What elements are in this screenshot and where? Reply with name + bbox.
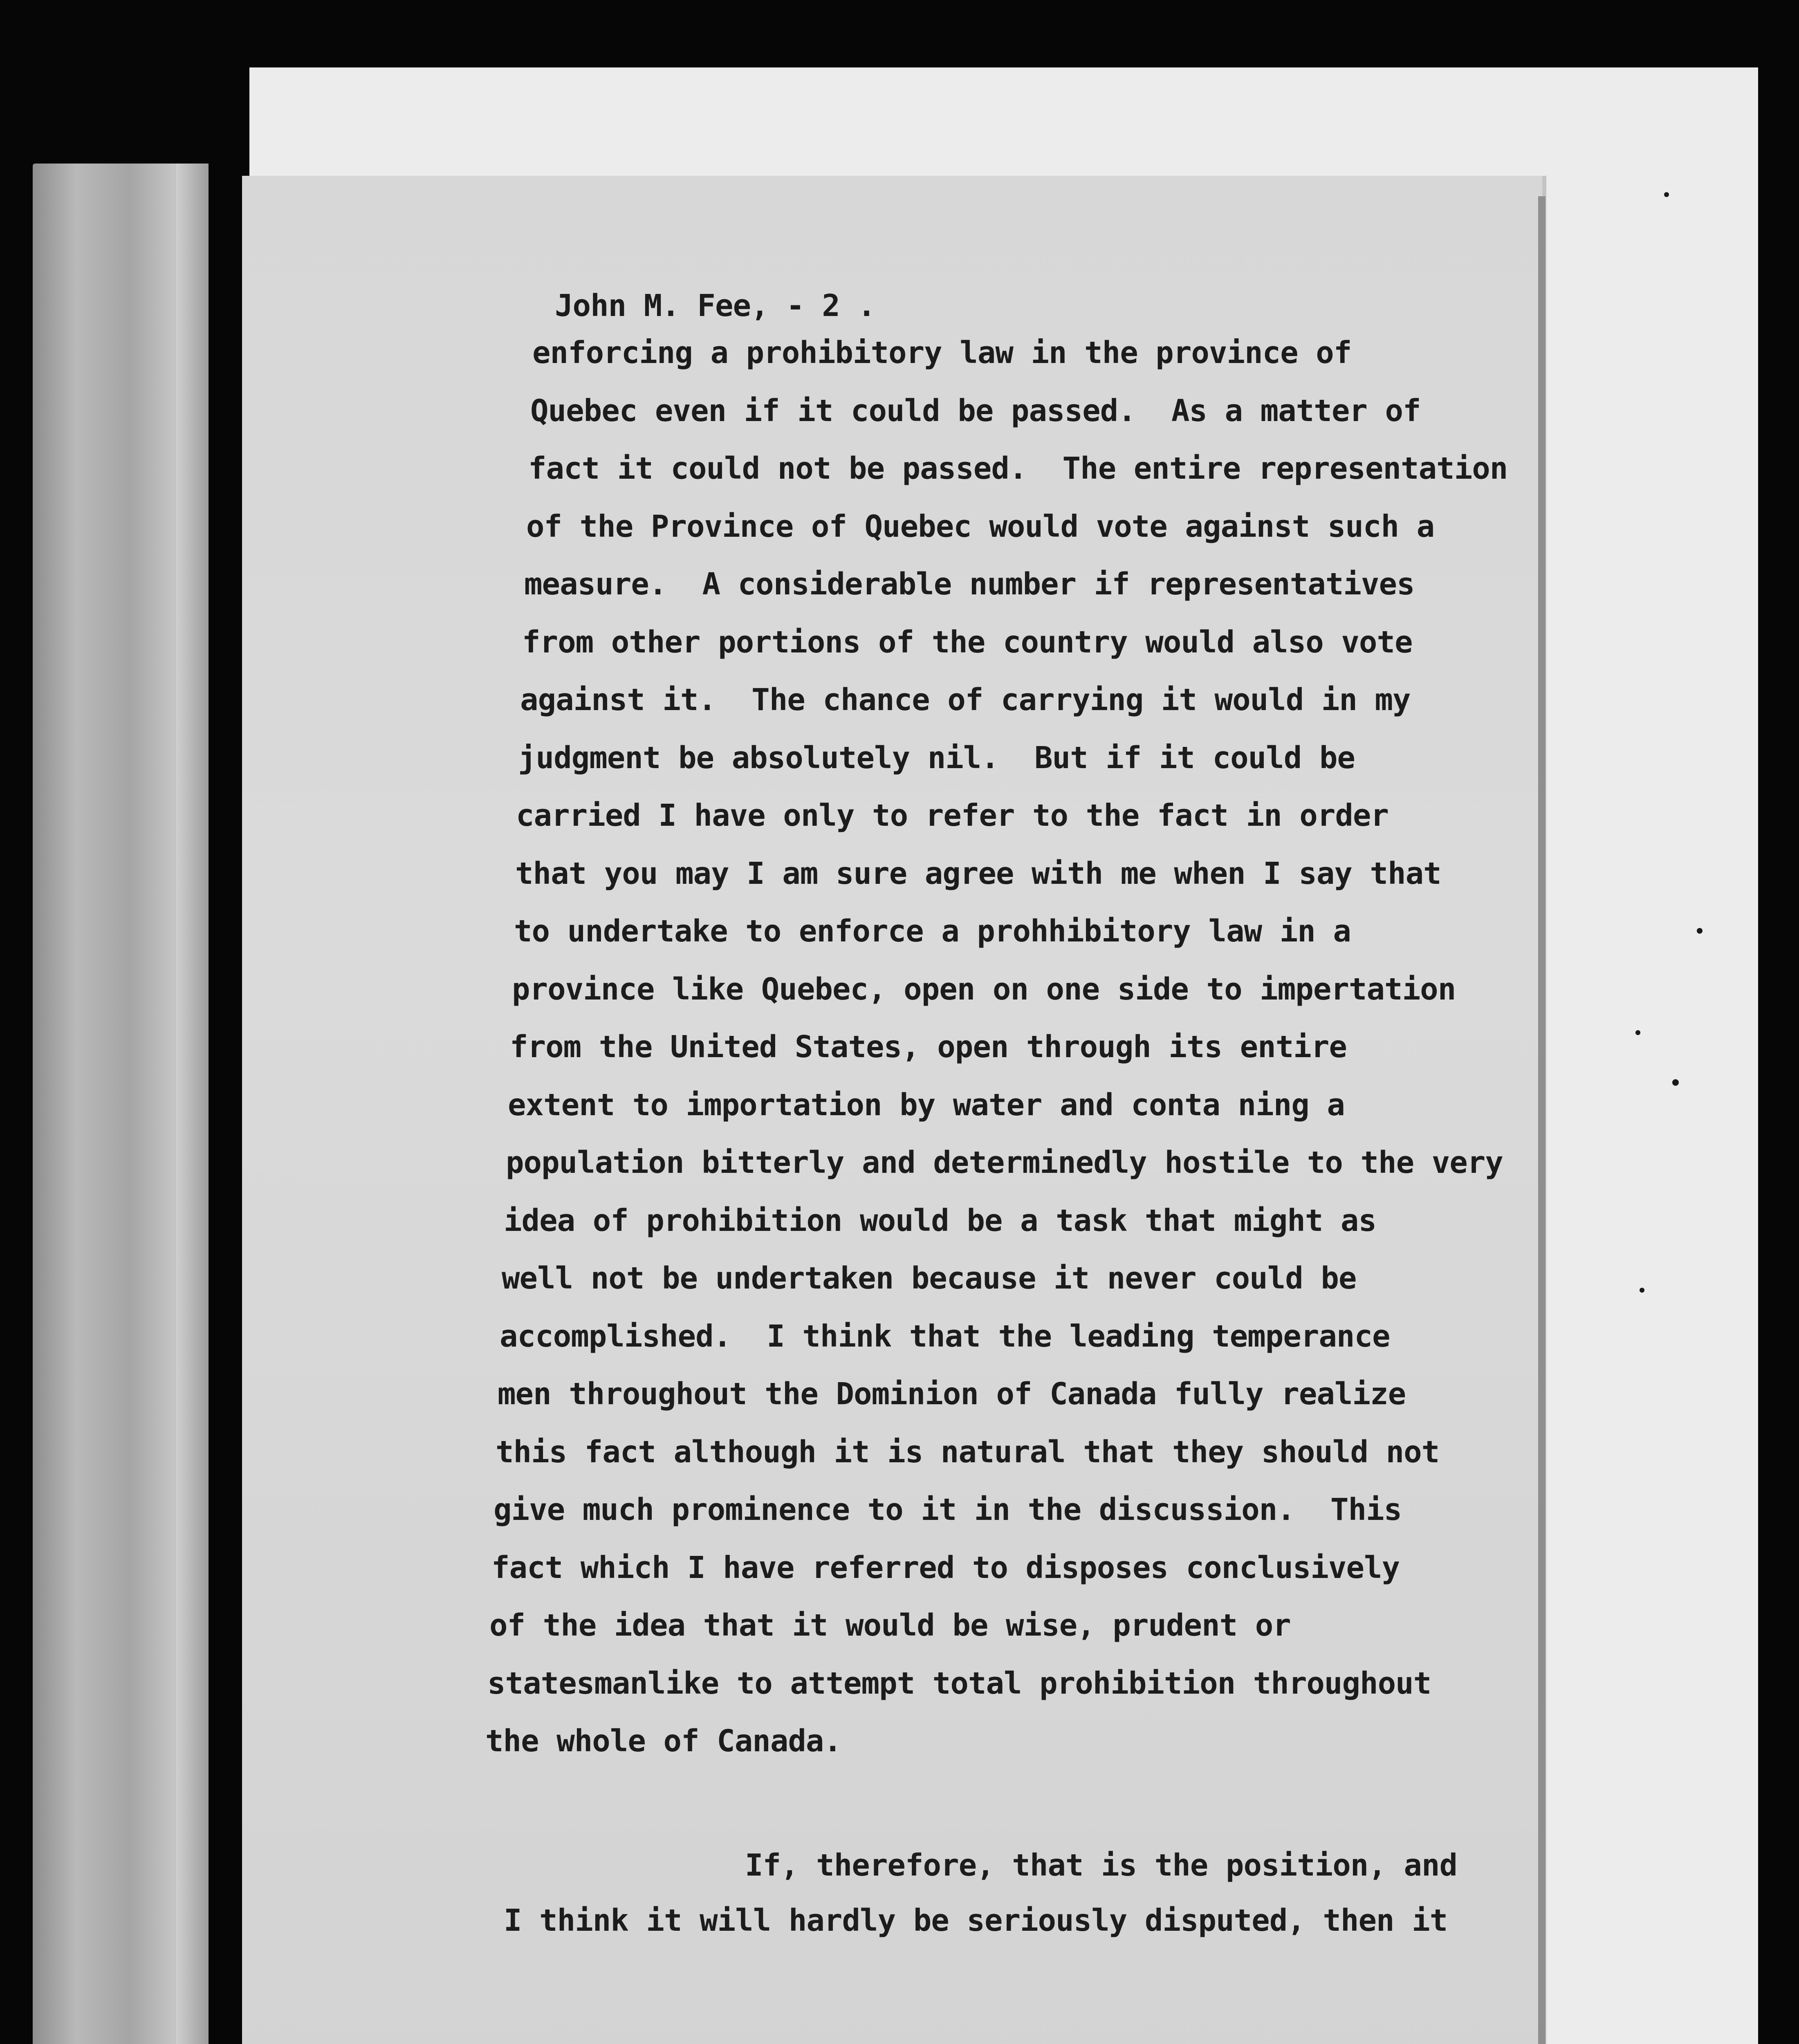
paragraph-2-line-1: If, therefore, that is the position, and — [745, 1848, 1458, 1883]
letter-line: extent to importation by water and conta ning a — [508, 1087, 1345, 1123]
letter-line: measure. A considerable number if representatives — [524, 567, 1415, 602]
film-speck — [1672, 1079, 1679, 1086]
letter-line: against it. The chance of carrying it would in my — [520, 682, 1411, 717]
letter-line: well not be undertaken because it never could be — [502, 1261, 1357, 1296]
film-speck — [1640, 1288, 1644, 1293]
letter-line: fact which I have referred to disposes conclusively — [491, 1550, 1400, 1585]
letter-line: of the idea that it would be wise, prudent or — [489, 1608, 1291, 1643]
letter-page — [242, 176, 1542, 2044]
letter-line: statesmanlike to attempt total prohibition throughout — [487, 1666, 1431, 1701]
page-edge-shadow — [1538, 196, 1546, 2044]
letter-line: carried I have only to refer to the fact in order — [516, 798, 1389, 833]
letter-line: of the Province of Quebec would vote against such a — [526, 509, 1435, 544]
letter-line: Quebec even if it could be passed. As a matter of — [530, 393, 1421, 428]
letter-header: John M. Fee, - 2 . — [555, 288, 875, 323]
letter-line: idea of prohibition would be a task that might as — [504, 1203, 1377, 1238]
letter-line: from other portions of the country would also vote — [522, 625, 1413, 660]
letter-line: this fact although it is natural that they should not — [496, 1434, 1440, 1470]
letter-line: population bitterly and determinedly hostile to the very — [506, 1145, 1503, 1180]
letter-line: the whole of Canada. — [485, 1724, 842, 1759]
letter-line: fact it could not be passed. The entire representation — [528, 451, 1508, 486]
film-speck — [1697, 928, 1703, 934]
letter-line: from the United States, open through its entire — [510, 1029, 1347, 1065]
film-speck — [1635, 1030, 1640, 1035]
letter-line: to undertake to enforce a prohhibitory law in a — [514, 914, 1351, 949]
letter-line: judgment be absolutely nil. But if it could be — [518, 740, 1355, 775]
letter-line: province like Quebec, open on one side to impertation — [512, 972, 1456, 1007]
film-speck — [1664, 192, 1669, 197]
letter-line: men throughout the Dominion of Canada fully realize — [498, 1376, 1406, 1412]
letter-line: give much prominence to it in the discussion. This — [493, 1492, 1402, 1527]
letter-line: accomplished. I think that the leading temperance — [500, 1319, 1390, 1354]
letter-line: that you may I am sure agree with me when I say that — [515, 856, 1441, 891]
letter-line: enforcing a prohibitory law in the province of — [532, 335, 1352, 370]
adjacent-page-edge — [33, 164, 209, 2044]
paragraph-2-line-2: I think it will hardly be seriously disputed, then it — [504, 1903, 1448, 1938]
